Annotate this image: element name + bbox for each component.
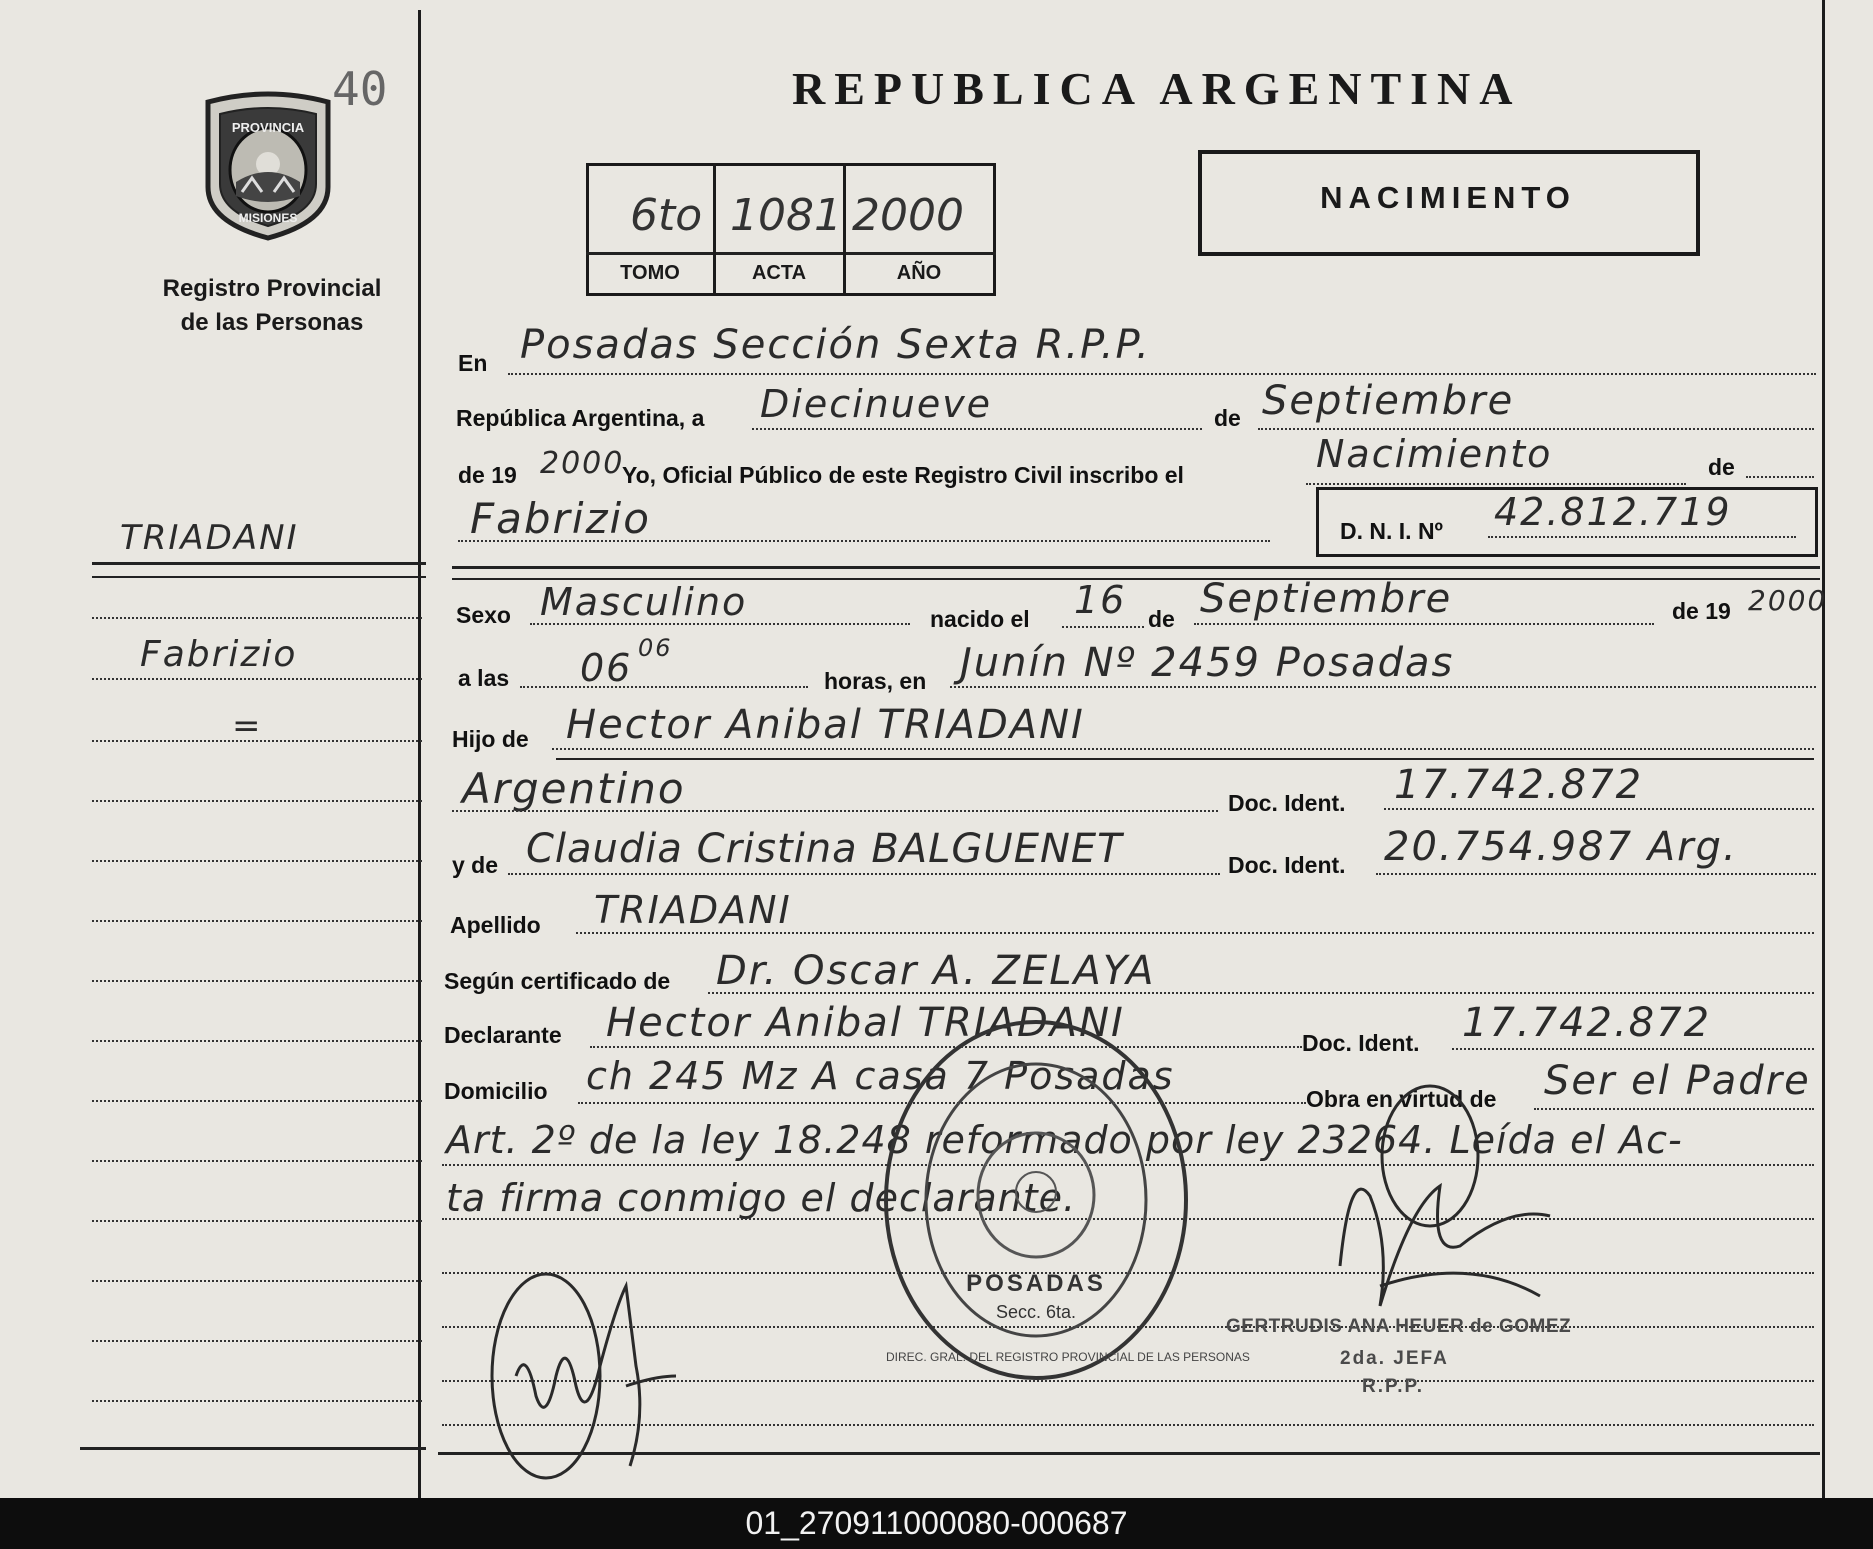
margin-given-name: Fabrizio [140, 634, 298, 675]
page-title: REPUBLICA ARGENTINA [792, 63, 1522, 114]
value-nac-anio: 2000 [1748, 584, 1828, 617]
value-obra: Ser el Padre [1544, 1058, 1811, 1104]
label-yde: y de [452, 852, 499, 878]
registry-line-2: de las Personas [180, 309, 364, 336]
label-dni: D. N. I. Nº [1340, 518, 1443, 544]
label-domicilio: Domicilio [444, 1078, 548, 1104]
label-segun: Según certificado de [444, 968, 671, 994]
value-padre-doc: 17.742.872 [1394, 762, 1644, 808]
value-apellido: TRIADANI [594, 888, 792, 932]
label-en: En [458, 350, 488, 376]
label-republica: República Argentina, a [456, 405, 705, 431]
observations-line-1: Art. 2º de la ley 18.248 reformado por ley 23264. Leída el Ac- [446, 1118, 1683, 1162]
value-declarante-doc: 17.742.872 [1462, 1000, 1712, 1046]
label-de19-nac: de 19 [1672, 598, 1731, 624]
label-de-nac-mes: de [1148, 606, 1175, 632]
seal-bottom-text: MISIONES [238, 211, 298, 225]
label-de-mes: de [1214, 405, 1241, 431]
value-declarante: Hector Anibal TRIADANI [606, 1000, 1125, 1046]
margin-mark: = [232, 706, 263, 746]
ano-value: 2000 [852, 190, 964, 241]
ano-label: AÑO [896, 262, 942, 284]
label-obra: Obra en virtud de [1306, 1086, 1497, 1112]
value-padre-nac: Argentino [462, 764, 686, 813]
value-madre: Claudia Cristina BALGUENET [526, 826, 1123, 872]
label-nacido: nacido el [930, 606, 1030, 632]
official-stamp [876, 1010, 1250, 1390]
column-divider [418, 10, 421, 1498]
stamp-section: Secc. 6ta. [995, 1302, 1077, 1322]
acta-value: 1081 [730, 190, 842, 241]
margin-surname: TRIADANI [120, 518, 299, 558]
value-certificado: Dr. Oscar A. ZELAYA [716, 948, 1156, 994]
declarant-signature [476, 1226, 696, 1486]
act-type: NACIMIENTO [1320, 180, 1576, 215]
value-inscribe: Nacimiento [1316, 432, 1553, 476]
label-doc-madre: Doc. Ident. [1228, 852, 1346, 878]
value-lugar: Posadas Sección Sexta R.P.P. [520, 322, 1151, 368]
value-hora: 06 [580, 646, 633, 690]
tomo-value: 6to [630, 190, 703, 241]
stamp-city: POSADAS [966, 1270, 1106, 1297]
value-mes: Septiembre [1262, 378, 1515, 424]
value-lugar-nac: Junín Nº 2459 Posadas [960, 640, 1455, 686]
value-nac-mes: Septiembre [1200, 576, 1453, 622]
registry-name [130, 272, 414, 340]
value-dni: 42.812.719 [1494, 490, 1732, 534]
label-hijo: Hijo de [452, 726, 529, 752]
registry-line-1: Registro Provincial [162, 275, 382, 302]
official-name: GERTRUDIS ANA HEUER de GOMEZ [1226, 1316, 1572, 1337]
observations-line-2: ta firma conmigo el declarante. [446, 1176, 1077, 1220]
value-nombre: Fabrizio [470, 494, 651, 543]
stamp-ring-text: DIREC. GRAL. DEL REGISTRO PROVINCIAL DE LAS PERSONAS [886, 1350, 1250, 1364]
label-horas: horas, en [824, 668, 927, 694]
page-number: 40 [332, 62, 388, 116]
label-sexo: Sexo [456, 602, 511, 628]
acta-label: ACTA [751, 262, 807, 284]
value-dia: Diecinueve [760, 382, 993, 426]
value-domicilio: ch 245 Mz A casa 7 Posadas [586, 1054, 1175, 1098]
value-anio: 2000 [540, 446, 625, 481]
value-nac-dia: 16 [1074, 578, 1127, 622]
value-hora-min: 06 [638, 634, 673, 662]
provincial-seal-icon [196, 92, 340, 242]
label-doc-padre: Doc. Ident. [1228, 790, 1346, 816]
document-id-footer: 01_270911000080-000687 [0, 1498, 1873, 1549]
officer-signature [1320, 1086, 1580, 1326]
official-role: 2da. JEFA [1340, 1348, 1449, 1369]
label-declarante: Declarante [444, 1022, 562, 1048]
label-de19: de 19 [458, 462, 517, 488]
label-alas: a las [458, 665, 510, 691]
value-sexo: Masculino [540, 580, 748, 624]
right-border [1822, 0, 1825, 1498]
label-doc-declarante: Doc. Ident. [1302, 1030, 1420, 1056]
seal-top-text: PROVINCIA [231, 120, 305, 135]
official-office: R.P.P. [1362, 1376, 1425, 1397]
tomo-label: TOMO [620, 262, 680, 284]
label-yo: Yo, Oficial Público de este Registro Civil inscribo el [622, 462, 1184, 488]
label-de-final: de [1708, 454, 1735, 480]
value-padre: Hector Anibal TRIADANI [566, 702, 1085, 748]
value-madre-doc: 20.754.987 Arg. [1384, 824, 1738, 870]
label-apellido: Apellido [450, 912, 541, 938]
